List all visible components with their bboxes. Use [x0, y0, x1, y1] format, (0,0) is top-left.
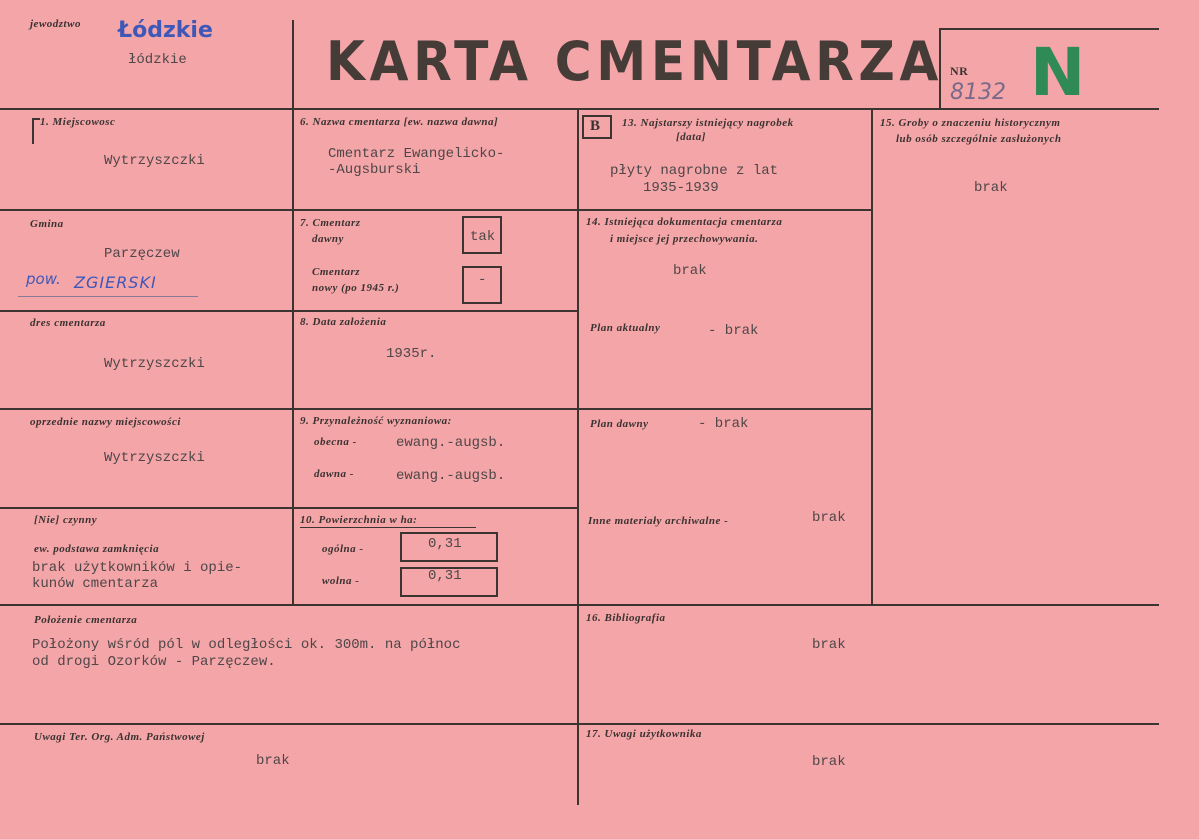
bibliografia-label: 16. Bibliografia [586, 612, 666, 624]
wojewodztwo-stamp: Łódzkie [118, 18, 213, 43]
pow-value: ZGIERSKI [74, 273, 157, 292]
bibliografia-value: brak [812, 637, 846, 653]
nr-letter: N [1030, 34, 1086, 111]
cmentarz-dawny-label-2: dawny [312, 233, 344, 245]
nr-label: NR [950, 64, 969, 78]
miejscowosc-label: 1. Miejscowosc [40, 116, 116, 128]
nazwa-value-2: -Augsburski [328, 162, 421, 178]
data-zalozenia-value: 1935r. [386, 346, 437, 362]
rule-col1 [292, 20, 294, 606]
poprzednie-label: oprzednie nazwy miejscowości [30, 416, 181, 428]
przynaleznosc-obecna-value: ewang.-augsb. [396, 435, 506, 451]
rule-row4 [0, 507, 577, 509]
nazwa-value-1: Cmentarz Ewangelicko- [328, 146, 505, 162]
page-title: KARTA CMENTARZA [326, 30, 943, 93]
powierzchnia-label: 10. Powierzchnia w ha: [300, 514, 418, 526]
miejscowosc-value: Wytrzyszczki [104, 153, 205, 169]
data-zalozenia-label: 8. Data założenia [300, 316, 387, 328]
groby-label-1: 15. Groby o znaczeniu historycznym [880, 117, 1061, 129]
poprzednie-value: Wytrzyszczki [104, 450, 205, 466]
pow-prefix: pow. [26, 270, 61, 288]
najstarszy-value-1: płyty nagrobne z lat [610, 163, 779, 179]
pow-underline [18, 296, 198, 297]
czynny-value-1: brak użytkowników i opie- [32, 560, 243, 576]
rule-row1 [0, 209, 871, 211]
rule-row5 [0, 604, 1159, 606]
plan-dawny-value: - brak [698, 416, 749, 432]
rule-top-nr [941, 28, 1159, 30]
rule-row6 [0, 723, 1159, 725]
uwagi-label: Uwagi Ter. Org. Adm. Państwowej [34, 731, 205, 743]
gmina-label: Gmina [30, 218, 64, 230]
najstarszy-label-2: [data] [676, 131, 706, 143]
rule-header [0, 108, 941, 110]
nazwa-label: 6. Nazwa cmentarza [ew. nazwa dawna] [300, 116, 499, 128]
przynaleznosc-dawna-label: dawna - [314, 468, 354, 480]
groby-label-2: lub osób szczególnie zasłużonych [896, 133, 1062, 145]
uwagi-uzytkownika-label: 17. Uwagi użytkownika [586, 728, 702, 740]
uwagi-uzytkownika-value: brak [812, 754, 846, 770]
powierzchnia-ogolna-value: 0,31 [428, 536, 462, 552]
powierzchnia-wolna-label: wolna - [322, 575, 360, 587]
rule-field1-mark [32, 118, 34, 144]
przynaleznosc-dawna-value: ewang.-augsb. [396, 468, 506, 484]
dokumentacja-label-1: 14. Istniejąca dokumentacja cmentarza [586, 216, 783, 228]
plan-dawny-label: Plan dawny [590, 418, 649, 430]
powierzchnia-ogolna-label: ogólna - [322, 543, 364, 555]
polozenie-label: Położenie cmentarza [34, 614, 138, 626]
cmentarz-nowy-label-2: nowy (po 1945 r.) [312, 282, 400, 294]
rule-row2 [0, 310, 577, 312]
rule-row3 [0, 408, 871, 410]
uwagi-value: brak [256, 753, 290, 769]
plan-aktualny-label: Plan aktualny [590, 322, 661, 334]
inne-label: Inne materiały archiwalne - [588, 515, 729, 527]
czynny-value-2: kunów cmentarza [32, 576, 159, 592]
najstarszy-value-2: 1935-1939 [643, 180, 719, 196]
powierzchnia-underline [300, 527, 476, 528]
dokumentacja-label-2: i miejsce jej przechowywania. [610, 233, 759, 245]
wojewodztwo-label: jewodztwo [30, 18, 81, 30]
przynaleznosc-label: 9. Przynależność wyznaniowa: [300, 415, 452, 427]
grupa-letter: B [590, 118, 601, 134]
rule-col3 [871, 108, 873, 606]
adres-label: dres cmentarza [30, 317, 106, 329]
dokumentacja-value: brak [673, 263, 707, 279]
groby-value: brak [974, 180, 1008, 196]
przynaleznosc-obecna-label: obecna - [314, 436, 357, 448]
rule-field1-mark-top [32, 118, 40, 120]
powierzchnia-wolna-value: 0,31 [428, 568, 462, 584]
rule-col2 [577, 108, 579, 805]
plan-aktualny-value: - brak [708, 323, 759, 339]
cmentarz-dawny-label-1: 7. Cmentarz [300, 217, 361, 229]
inne-value: brak [812, 510, 846, 526]
czynny-sub-label: ew. podstawa zamknięcia [34, 543, 160, 555]
najstarszy-label-1: 13. Najstarszy istniejący nagrobek [622, 117, 794, 129]
gmina-value: Parzęczew [104, 246, 180, 262]
nr-value: 8132 [950, 80, 1006, 105]
cmentarz-nowy-value: - [478, 272, 487, 288]
adres-value: Wytrzyszczki [104, 356, 205, 372]
cmentarz-nowy-label-1: Cmentarz [312, 266, 361, 278]
polozenie-value-1: Położony wśród pól w odległości ok. 300m. na północ [32, 637, 461, 653]
czynny-label: [Nie] czynny [34, 514, 98, 526]
cmentarz-dawny-value: tak [470, 229, 496, 245]
polozenie-value-2: od drogi Ozorków - Parzęczew. [32, 654, 276, 670]
wojewodztwo-value: łódzkie [128, 52, 187, 68]
